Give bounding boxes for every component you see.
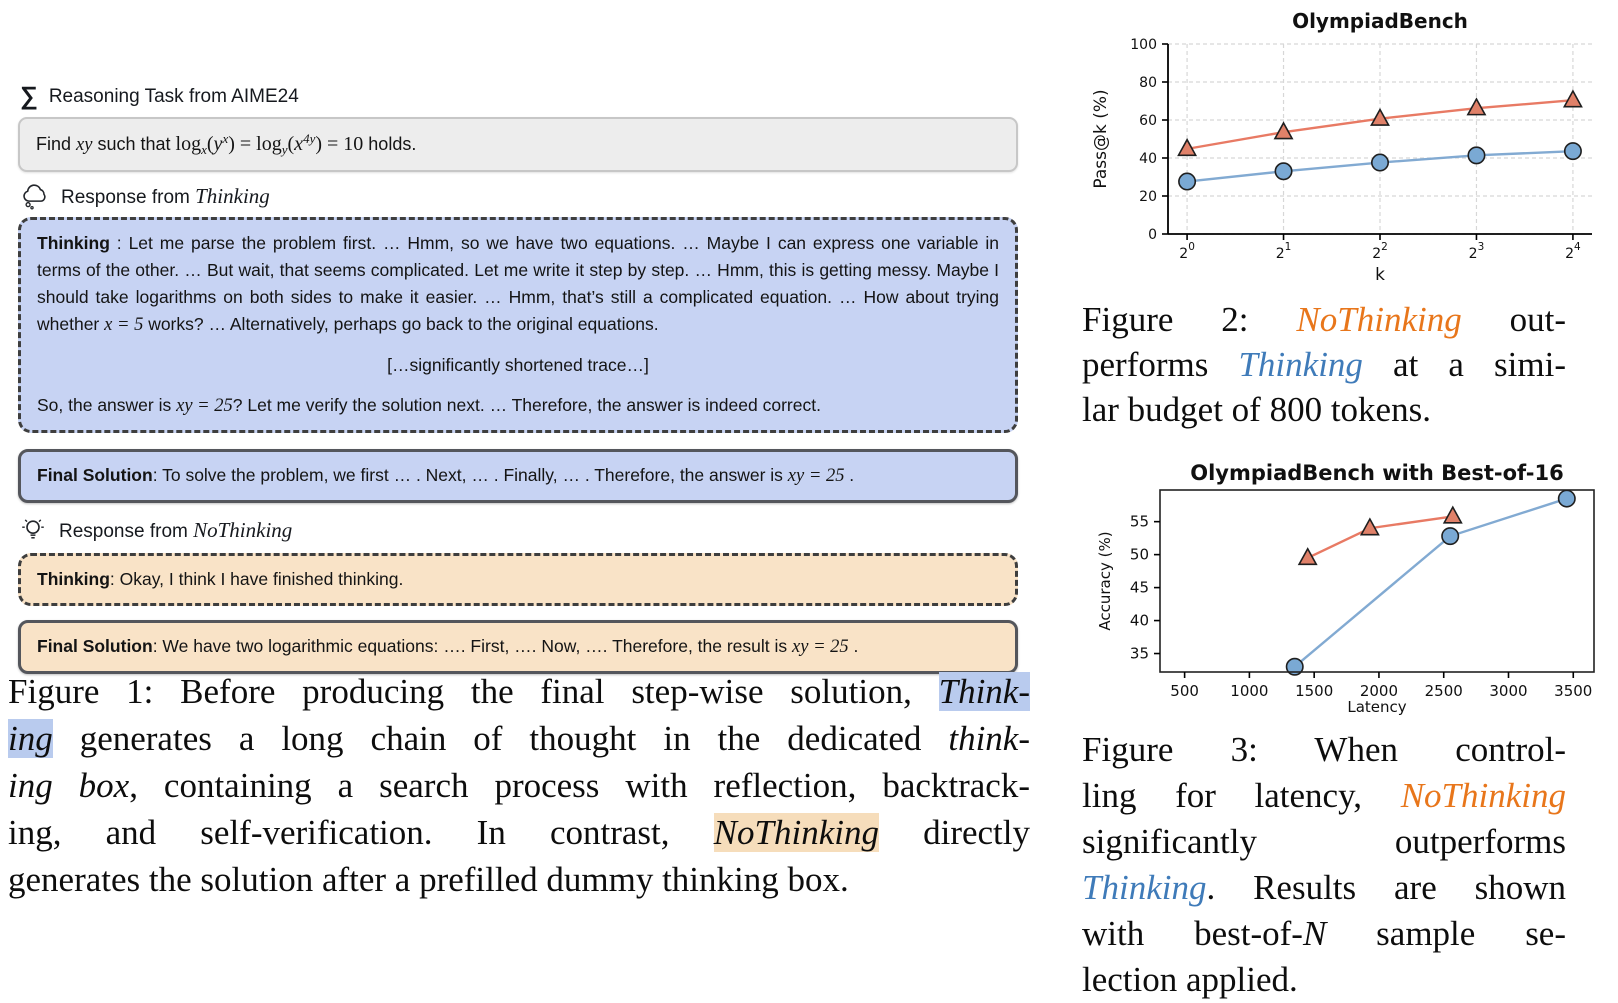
thinking-highlight: ing	[8, 719, 53, 758]
caption-line: generates the solution after a prefilled dummy thinking box.	[8, 860, 849, 899]
nothinking-colored: NoThinking	[1400, 776, 1566, 815]
svg-text:24: $2^4$	[1565, 241, 1581, 262]
svg-text:22: $2^2$	[1372, 241, 1388, 262]
svg-text:1000: 1000	[1230, 682, 1269, 700]
caption-line: with best-of-N sample se-	[1082, 914, 1567, 953]
svg-text:45: 45	[1129, 578, 1149, 597]
svg-text:2500: 2500	[1424, 682, 1463, 700]
caption-line: lection applied.	[1082, 960, 1298, 999]
math-xy-equals-25: xy = 25	[792, 637, 849, 657]
svg-text:500: 500	[1170, 682, 1199, 700]
svg-text:55: 55	[1129, 512, 1149, 531]
svg-text:OlympiadBench: OlympiadBench	[1292, 9, 1468, 33]
response-thinking-label: Response from Thinking	[61, 183, 270, 208]
response-nothinking-header	[18, 515, 1018, 545]
svg-text:40: 40	[1129, 611, 1149, 630]
thought-cloud-icon	[20, 182, 50, 210]
response-nothinking-label: Response from NoThinking	[59, 517, 293, 542]
svg-text:2000: 2000	[1359, 682, 1399, 700]
svg-text:21: $2^1$	[1275, 241, 1292, 262]
nothinking-colored: NoThinking	[1296, 300, 1462, 339]
svg-text:50: 50	[1129, 545, 1149, 564]
math-xy-equals-25: xy = 25	[787, 466, 845, 486]
figure1-panel	[18, 84, 1018, 674]
svg-text:OlympiadBench with Best-of-16: OlympiadBench with Best-of-16	[1190, 461, 1564, 485]
lightbulb-icon	[18, 515, 48, 545]
svg-text:3000: 3000	[1489, 682, 1528, 700]
figure3-caption	[1082, 727, 1566, 1003]
thinking-name: Thinking	[195, 183, 270, 208]
thinking-colored: Thinking	[1082, 868, 1207, 907]
svg-text:23: $2^3$	[1468, 241, 1485, 262]
task-header	[20, 84, 1018, 109]
svg-text:0: 0	[1148, 227, 1157, 243]
svg-text:60: 60	[1139, 113, 1157, 129]
svg-text:40: 40	[1139, 151, 1157, 167]
math-xy: xy	[76, 135, 93, 155]
figure2-caption	[1082, 297, 1566, 432]
problem-text: Find xy such that $\log_x(y^x) = \log_y(x^{4y}) = 10$ holds.	[36, 131, 417, 157]
svg-text:100: 100	[1130, 37, 1157, 53]
shortened-trace-note: […significantly shortened trace…]	[387, 355, 649, 375]
math-xy-equals-25: xy = 25	[176, 396, 233, 416]
right-column	[1080, 4, 1618, 1003]
caption-line: Thinking. Results are shown	[1082, 868, 1566, 907]
caption-line: ing box, containing a search process with reflection, backtrack-	[8, 766, 1030, 805]
svg-text:20: 20	[1139, 189, 1157, 205]
nothinking-final-solution-box: Final Solution: We have two logarithmic equations: …. First, …. Now, …. Therefore, the result is xy = 25 .	[18, 620, 1018, 674]
thinking-colored: Thinking	[1238, 345, 1363, 384]
math-equation: $\log_x(y^x) = \log_y(x^{4y}) = 10$	[175, 131, 364, 157]
caption-line: significantly outperforms	[1082, 822, 1566, 861]
nothinking-trace-box: Thinking: Okay, I think I have finished thinking.	[18, 553, 1018, 606]
svg-text:1500: 1500	[1295, 682, 1334, 700]
svg-text:35: 35	[1129, 644, 1149, 663]
svg-text:20: $2^0$	[1179, 241, 1195, 262]
caption-line: ing, and self-verification. In contrast, NoThinking directly	[8, 813, 1030, 852]
thinking-trace-conclusion: So, the answer is xy = 25? Let me verify the solution next. … Therefore, the answer is indeed correct.	[37, 395, 821, 416]
caption-line: ing generates a long chain of thought in the dedicated think-	[8, 719, 1030, 758]
thinking-trace-box	[18, 217, 1018, 433]
svg-text:Pass@k (%): Pass@k (%)	[1091, 89, 1111, 189]
svg-text:80: 80	[1139, 75, 1157, 91]
svg-text:3500: 3500	[1554, 682, 1593, 700]
nothinking-highlight: NoThinking	[713, 813, 879, 852]
task-header-label: Reasoning Task from AIME24	[48, 85, 299, 107]
nothinking-name: NoThinking	[193, 517, 293, 542]
response-thinking-header	[20, 182, 1018, 210]
caption-line: Figure 1: Before producing the final step-wise solution, Think-	[8, 672, 1030, 711]
figure1-caption	[8, 668, 1030, 903]
svg-text:k: k	[1375, 265, 1385, 285]
caption-line: lar budget of 800 tokens.	[1082, 390, 1431, 429]
problem-box	[18, 117, 1018, 172]
thinking-final-solution-box: Final Solution: To solve the problem, we first … . Next, … . Finally, … . Therefore, the answer is xy = 25 .	[18, 449, 1018, 503]
olympiadbench-passk-chart	[1080, 4, 1618, 286]
sigma-icon: ∑	[20, 82, 38, 110]
math-x-equals-5: x = 5	[104, 315, 144, 335]
svg-text:Accuracy (%): Accuracy (%)	[1096, 531, 1114, 631]
thinking-trace-paragraph: Thinking : Let me parse the problem first. … Hmm, so we have two equations. … Maybe I can express one variable in terms of the other. … But wait, that seems complicated. Let me write it step by step. … Hmm, this is getting messy. Maybe I should take logarithms on both sides to make it easier. … Hmm, that’s still a complicated equation. … How about trying whether x = 5 works? … Alternatively, perhaps go back to the original equations.	[37, 233, 1000, 335]
caption-line: Figure 2: NoThinking out-	[1082, 300, 1566, 339]
caption-line: Figure 3: When control-	[1082, 730, 1566, 769]
thinking-highlight: Think-	[938, 672, 1030, 711]
caption-line: ling for latency, NoThinking	[1082, 776, 1566, 815]
caption-line: performs Thinking at a simi-	[1082, 345, 1566, 384]
svg-text:Latency: Latency	[1347, 698, 1407, 716]
olympiadbench-bestof16-chart	[1080, 458, 1618, 716]
